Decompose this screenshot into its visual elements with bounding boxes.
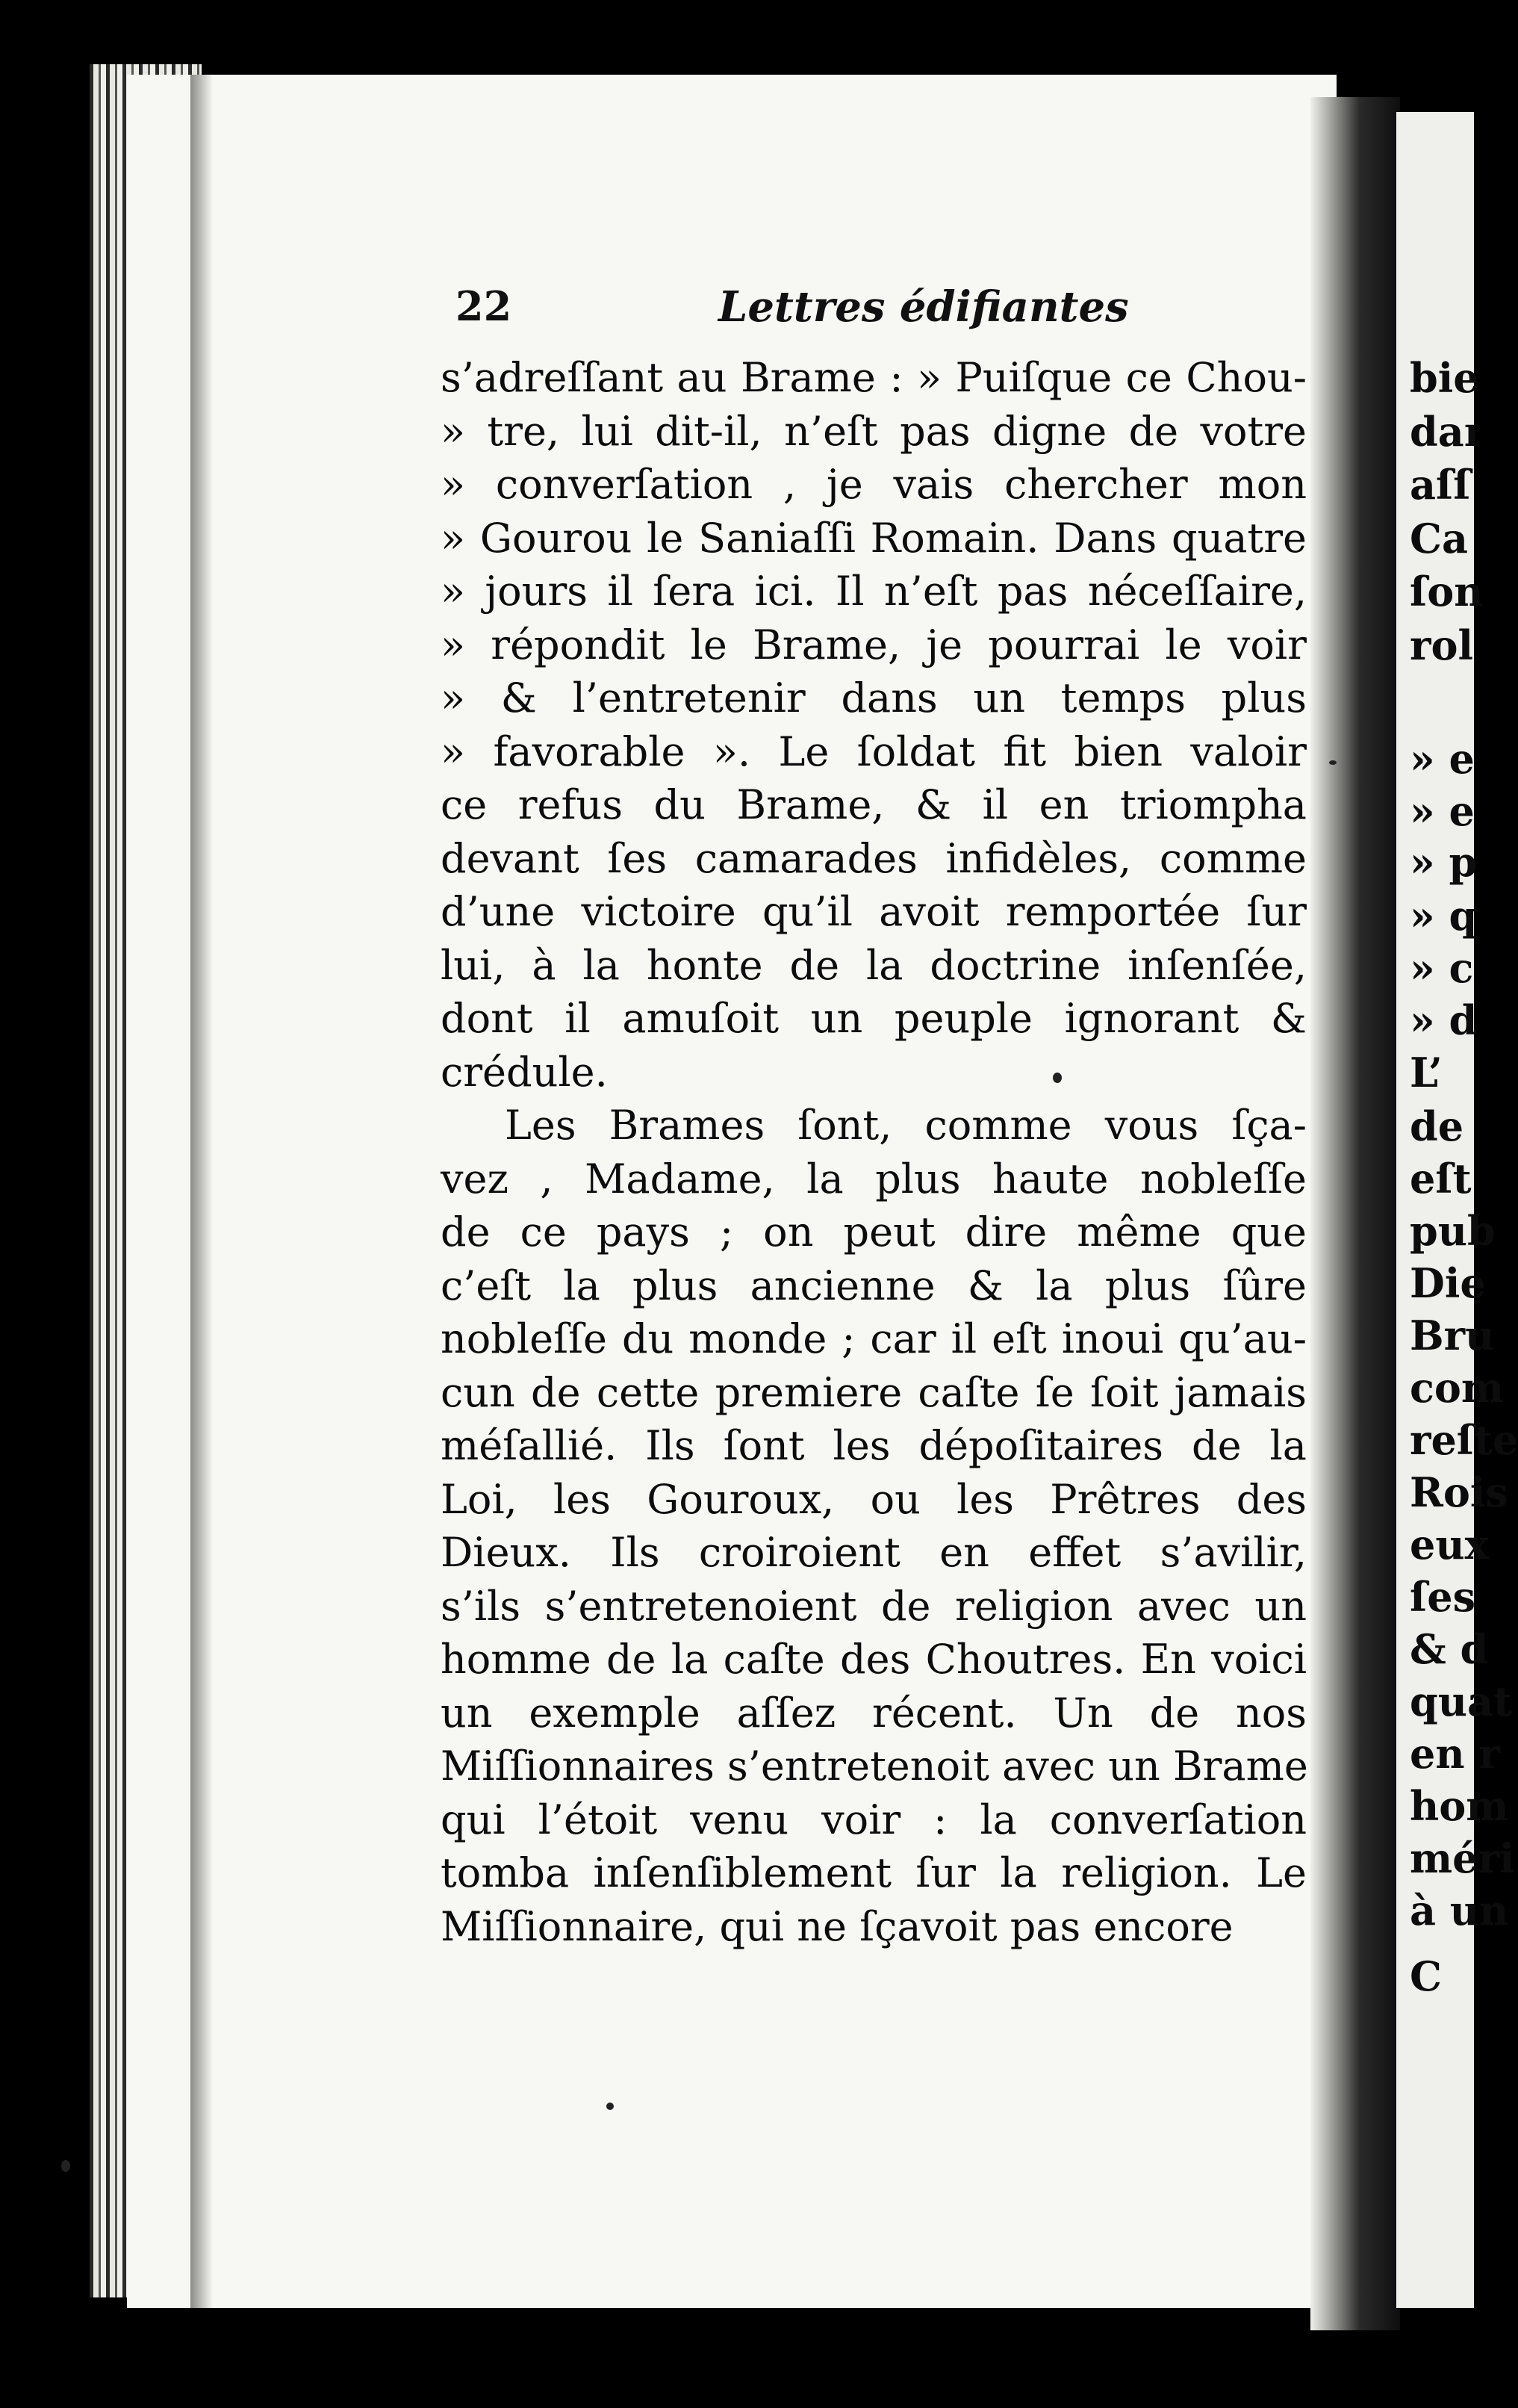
- text-line: » tre, lui dit-il, n’eſt pas digne de votre: [441, 407, 1307, 455]
- right-page-fragment: Die: [1410, 1259, 1486, 1307]
- text-line: » converſation , je vais chercher mon: [441, 461, 1307, 508]
- text-line: Dieux. Ils croiroient en effet s’avilir,: [441, 1529, 1307, 1576]
- text-line: » jours il ſera ici. Il n’eſt pas néceſſaire,: [441, 568, 1307, 615]
- text-line: c’eſt la plus ancienne & la plus ſûre: [441, 1262, 1307, 1309]
- text-line: d’une victoire qu’il avoit remportée ſur: [441, 888, 1307, 935]
- text-line: lui, à la honte de la doctrine inſenſée,: [441, 941, 1307, 989]
- text-line: crédule.: [441, 1048, 608, 1096]
- right-page-fragment: L’: [1410, 1049, 1443, 1096]
- right-page-fragment: ſes: [1410, 1573, 1475, 1621]
- right-page-fragment: pub: [1410, 1207, 1496, 1255]
- text-line: s’ils s’entretenoient de religion avec un: [441, 1582, 1307, 1630]
- text-line: un exemple aſſez récent. Un de nos: [441, 1689, 1307, 1737]
- right-page-fragment: méri: [1410, 1834, 1515, 1882]
- page-header: [455, 282, 1299, 350]
- right-page-fragment: ſon: [1410, 568, 1484, 615]
- right-page-fragment: reſte: [1410, 1416, 1518, 1464]
- text-line: Miſſionnaires s’entretenoit avec un Brame: [441, 1743, 1308, 1790]
- text-line: » répondit le Brame, je pourrai le voir: [441, 621, 1307, 668]
- text-line: » & l’entretenir dans un temps plus: [441, 674, 1307, 722]
- right-page-fragment: » e: [1410, 735, 1475, 783]
- right-page-fragment: » d: [1410, 996, 1478, 1044]
- text-line: méſallié. Ils ſont les dépoſitaires de la: [441, 1422, 1307, 1469]
- text-line: Les Brames ſont, comme vous ſça-: [505, 1102, 1307, 1149]
- right-page-fragment: hom: [1410, 1782, 1509, 1830]
- right-page-fragment: Bru: [1410, 1312, 1495, 1359]
- page-edge-shadow: [190, 75, 213, 2308]
- text-line: devant ſes camarades infidèles, comme: [441, 834, 1307, 882]
- text-line: » Gourou le Saniaſſi Romain. Dans quatre: [441, 514, 1307, 562]
- text-line: Loi, les Gouroux, ou les Prêtres des: [441, 1475, 1307, 1523]
- text-line: s’adreſſant au Brame : » Puiſque ce Chou-: [441, 354, 1307, 401]
- text-line: homme de la caſte des Choutres. En voici: [441, 1636, 1307, 1683]
- right-page-fragment: eux: [1410, 1521, 1489, 1568]
- text-line: dont il amuſoit un peuple ignorant &: [441, 995, 1307, 1042]
- ink-speck: [1329, 760, 1337, 765]
- right-page-fragment: com: [1410, 1364, 1505, 1412]
- right-page-fragment: de: [1410, 1102, 1464, 1150]
- text-line: » favorable ». Le ſoldat fit bien valoir: [441, 727, 1307, 775]
- text-line: vez , Madame, la plus haute nobleſſe: [441, 1155, 1307, 1203]
- ink-speck: [61, 2160, 70, 2172]
- text-line: de ce pays ; on peut dire même que: [441, 1208, 1307, 1256]
- ink-speck: [606, 2103, 614, 2110]
- right-page-fragment: » p: [1410, 838, 1478, 886]
- right-page-fragment: » e: [1410, 787, 1475, 835]
- right-page-fragment: Ca: [1410, 515, 1468, 562]
- page-number: 22: [455, 282, 512, 330]
- right-page-fragment: aſſ: [1410, 461, 1471, 509]
- text-line: cun de cette premiere caſte ſe ſoit jamais: [441, 1368, 1307, 1416]
- ink-speck: [1053, 1073, 1062, 1083]
- text-line: qui l’étoit venu voir : la converſation: [441, 1796, 1307, 1843]
- right-page-fragment: en r: [1410, 1730, 1500, 1778]
- right-page-fragment: rol: [1410, 621, 1473, 669]
- right-page: [1396, 112, 1518, 2308]
- right-page-fragment: Rois: [1410, 1468, 1508, 1516]
- right-page-fragment: eſt: [1410, 1155, 1472, 1203]
- right-page-fragment: C: [1410, 1952, 1442, 2000]
- right-page-fragment: quat: [1410, 1678, 1512, 1725]
- right-page-fragment: à un: [1410, 1887, 1509, 1934]
- running-head: Lettres édifiantes: [718, 282, 1129, 332]
- text-line: nobleſſe du monde ; car il eſt inoui qu’au-: [441, 1315, 1307, 1362]
- text-line: Miſſionnaire, qui ne ſçavoit pas encore: [441, 1902, 1234, 1950]
- right-page-fragment: daı: [1410, 408, 1480, 456]
- right-page-fragment: » q: [1410, 892, 1478, 940]
- right-page-fragment: & d: [1410, 1625, 1489, 1673]
- right-page-fragment: » c: [1410, 944, 1474, 992]
- text-line: tomba inſenſiblement ſur la religion. Le: [441, 1849, 1307, 1896]
- book-gutter: [1310, 97, 1400, 2330]
- text-line: ce refus du Brame, & il en triompha: [441, 781, 1307, 828]
- right-page-fragment: bie: [1410, 354, 1479, 402]
